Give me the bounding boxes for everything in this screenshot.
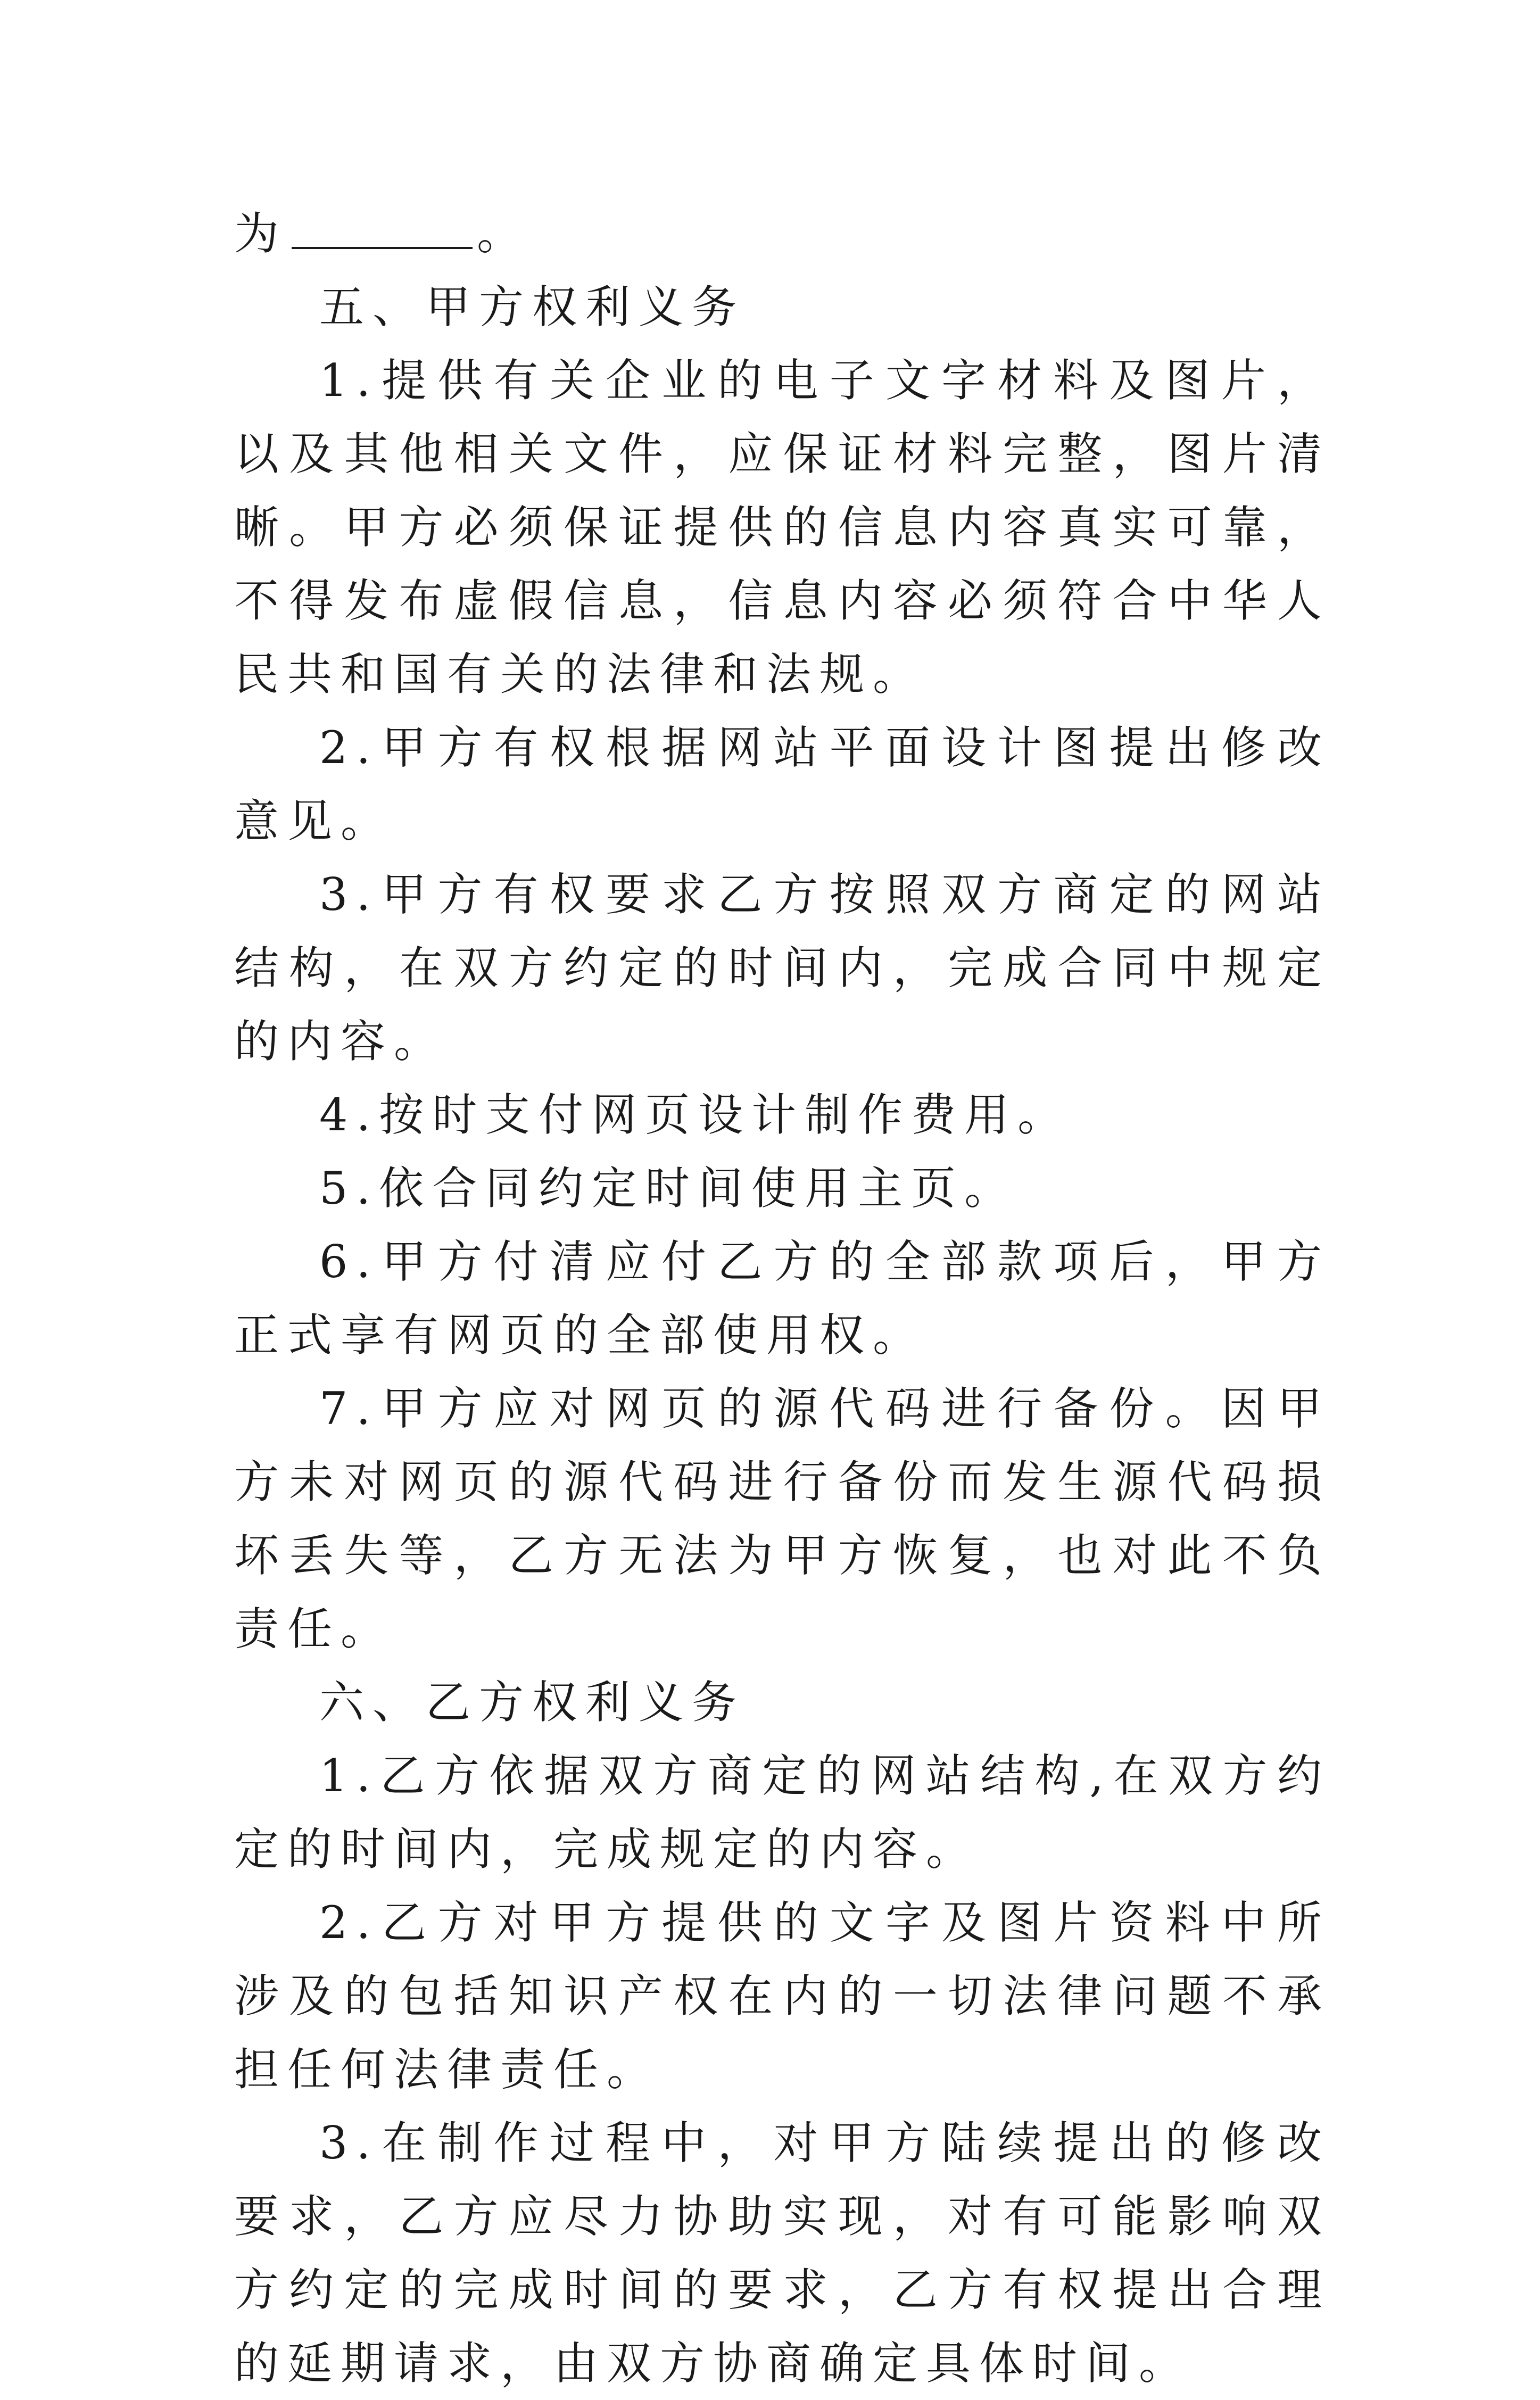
section-6-item-1: 1.乙方依据双方商定的网站结构,在双方约定的时间内，完成规定的内容。: [234, 1750, 1330, 1875]
continuation-suffix: 。: [477, 208, 531, 260]
section-5-item-2: 2.甲方有权根据网站平面设计图提出修改意见。: [234, 722, 1330, 847]
section-5-item-7: 7.甲方应对网页的源代码进行备份。因甲方未对网页的源代码进行备份而发生源代码损坏丢失等，乙方无法为甲方恢复，也对此不负责任。: [234, 1383, 1330, 1655]
continuation-prefix: 为: [234, 208, 288, 260]
section-5-item-4: 4.按时支付网页设计制作费用。: [319, 1089, 1071, 1141]
document-body: [234, 197, 1330, 2400]
section-5-heading: 五、甲方权利义务: [319, 281, 746, 333]
section-5-item-1: 1.提供有关企业的电子文字材料及图片，以及其他相关文件，应保证材料完整，图片清晰。甲方必须保证提供的信息内容真实可靠，不得发布虚假信息，信息内容必须符合中华人民共和国有关的法律和法规。: [234, 354, 1330, 700]
section-6-item-2: 2.乙方对甲方提供的文字及图片资料中所涉及的包括知识产权在内的一切法律问题不承担任何法律责任。: [234, 1897, 1330, 2096]
continuation-line: [234, 197, 1330, 270]
section-5-item-5: 5.依合同约定时间使用主页。: [319, 1162, 1018, 1214]
section-6-heading: 六、乙方权利义务: [319, 1676, 746, 1728]
section-5-item-3: 3.甲方有权要求乙方按照双方商定的网站结构，在双方约定的时间内，完成合同中规定的内容。: [234, 868, 1330, 1067]
section-5-item-6: 6.甲方付清应付乙方的全部款项后，甲方正式享有网页的全部使用权。: [234, 1236, 1330, 1361]
section-6-item-3: 3.在制作过程中，对甲方陆续提出的修改要求，乙方应尽力协助实现，对有可能影响双方约定的完成时间的要求，乙方有权提出合理的延期请求，由双方协商确定具体时间。: [234, 2117, 1330, 2389]
fill-in-blank: [292, 210, 473, 249]
